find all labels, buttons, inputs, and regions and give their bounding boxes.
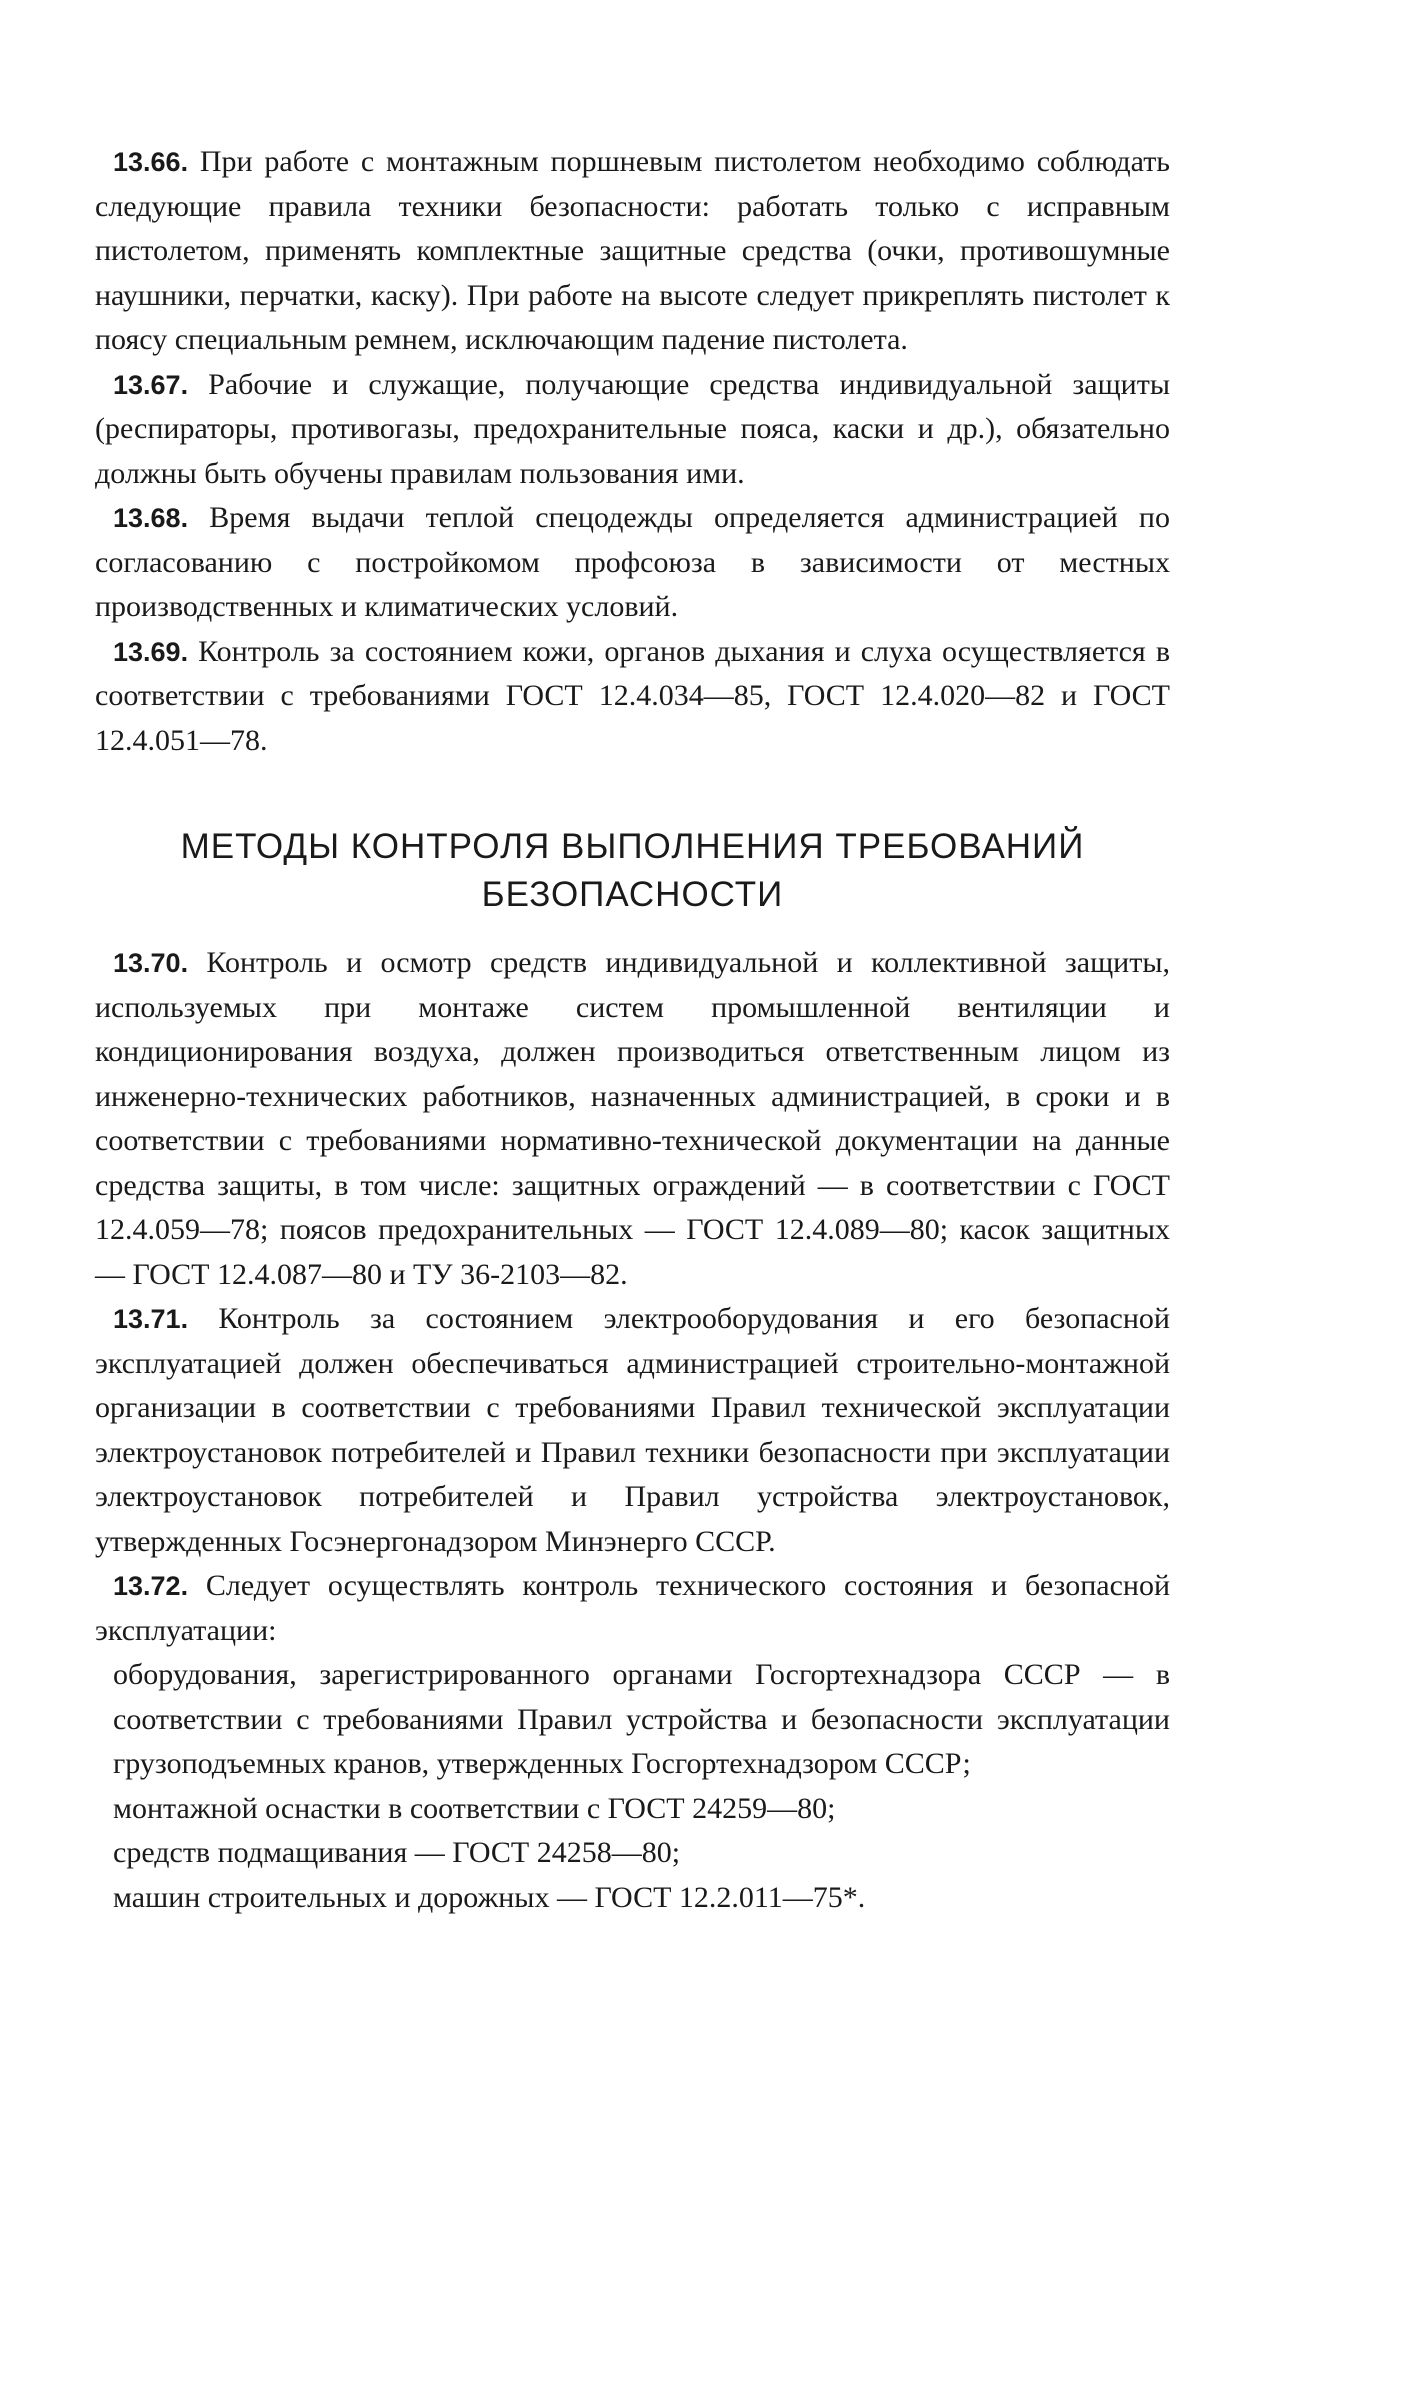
clause-text: Контроль за состоянием кожи, органов дыхания и слуха осуществляется в соответствии с требованиями ГОСТ 12.4.034—85, ГОСТ 12.4.020—82 и ГОСТ 12.4.051—78. — [95, 634, 1170, 757]
clause-number: 13.71. — [113, 1304, 189, 1334]
clause-text: Контроль за состоянием электрооборудования и его безопасной эксплуатацией должен обеспечиваться администрацией строительно-монтажной организации в соответствии с требованиями Правил технической эксплуатации электроустановок потребителей и Правил техники безопасности при эксплуатации электроустановок потребителей и Правил устройства электроустановок, утвержденных Госэнергонадзором Минэнерго СССР. — [95, 1302, 1170, 1558]
clause-number: 13.70. — [113, 948, 189, 978]
section-heading-line-1: МЕТОДЫ КОНТРОЛЯ ВЫПОЛНЕНИЯ ТРЕБОВАНИЙ — [180, 827, 1085, 866]
clause-number: 13.67. — [113, 369, 189, 400]
clause-text: Следует осуществлять контроль технического состояния и безопасной эксплуатации: — [95, 1569, 1170, 1647]
clause-number: 13.69. — [113, 636, 189, 667]
section-heading-line-2: БЕЗОПАСНОСТИ — [481, 875, 784, 914]
clause-13-66 — [95, 140, 1170, 363]
clause-number: 13.72. — [113, 1571, 189, 1601]
clause-13-69 — [95, 630, 1170, 764]
clause-13-68 — [95, 496, 1170, 630]
clause-text: Контроль и осмотр средств индивидуальной и коллективной защиты, используемых при монтаже систем промышленной вентиляции и кондиционирования воздуха, должен производиться ответственным лицом из инженерно-технических работников, назначенных администрацией, в сроки и в соответствии с требованиями нормативно-технической документации на данные средства защиты, в том числе: защитных ограждений — в соответствии с ГОСТ 12.4.059—78; поясов предохранительных — ГОСТ 12.4.089—80; касок защитных — ГОСТ 12.4.087—80 и ТУ 36-2103—82. — [95, 946, 1170, 1291]
list-item: машин строительных и дорожных — ГОСТ 12.2.011—75*. — [113, 1880, 866, 1914]
clause-text: Время выдачи теплой спецодежды определяется администрацией по согласованию с постройкомом профсоюза в зависимости от местных производственных и климатических условий. — [95, 501, 1170, 623]
clause-13-70 — [95, 941, 1170, 1297]
list-item: монтажной оснастки в соответствии с ГОСТ 24259—80; — [113, 1791, 836, 1825]
clause-text: При работе с монтажным поршневым пистолетом необходимо соблюдать следующие правила техники безопасности: работать только с исправным пистолетом, применять комплектные защитные средства (очки, противошумные наушники, перчатки, каску). При работе на высоте следует прикреплять пистолет к поясу специальным ремнем, исключающим падение пистолета. — [95, 145, 1170, 356]
list-item: оборудования, зарегистрированного органами Госгортехнадзора СССР — в соответствии с требованиями Правил устройства и безопасности эксплуатации грузоподъемных кранов, утвержденных Госгортехнадзором СССР; — [113, 1658, 1170, 1780]
clause-number: 13.68. — [113, 503, 189, 533]
clause-text: Рабочие и служащие, получающие средства индивидуальной защиты (респираторы, противогазы, предохранительные пояса, каски и др.), обязательно должны быть обучены правилам пользования ими. — [95, 367, 1170, 490]
clause-13-72 — [95, 1564, 1170, 1653]
text-column — [95, 140, 1170, 1920]
clause-number: 13.66. — [113, 147, 189, 177]
clause-13-67 — [95, 363, 1170, 497]
list-item: средств подмащивания — ГОСТ 24258—80; — [113, 1836, 681, 1869]
clause-13-71 — [95, 1297, 1170, 1564]
section-heading — [95, 823, 1170, 919]
